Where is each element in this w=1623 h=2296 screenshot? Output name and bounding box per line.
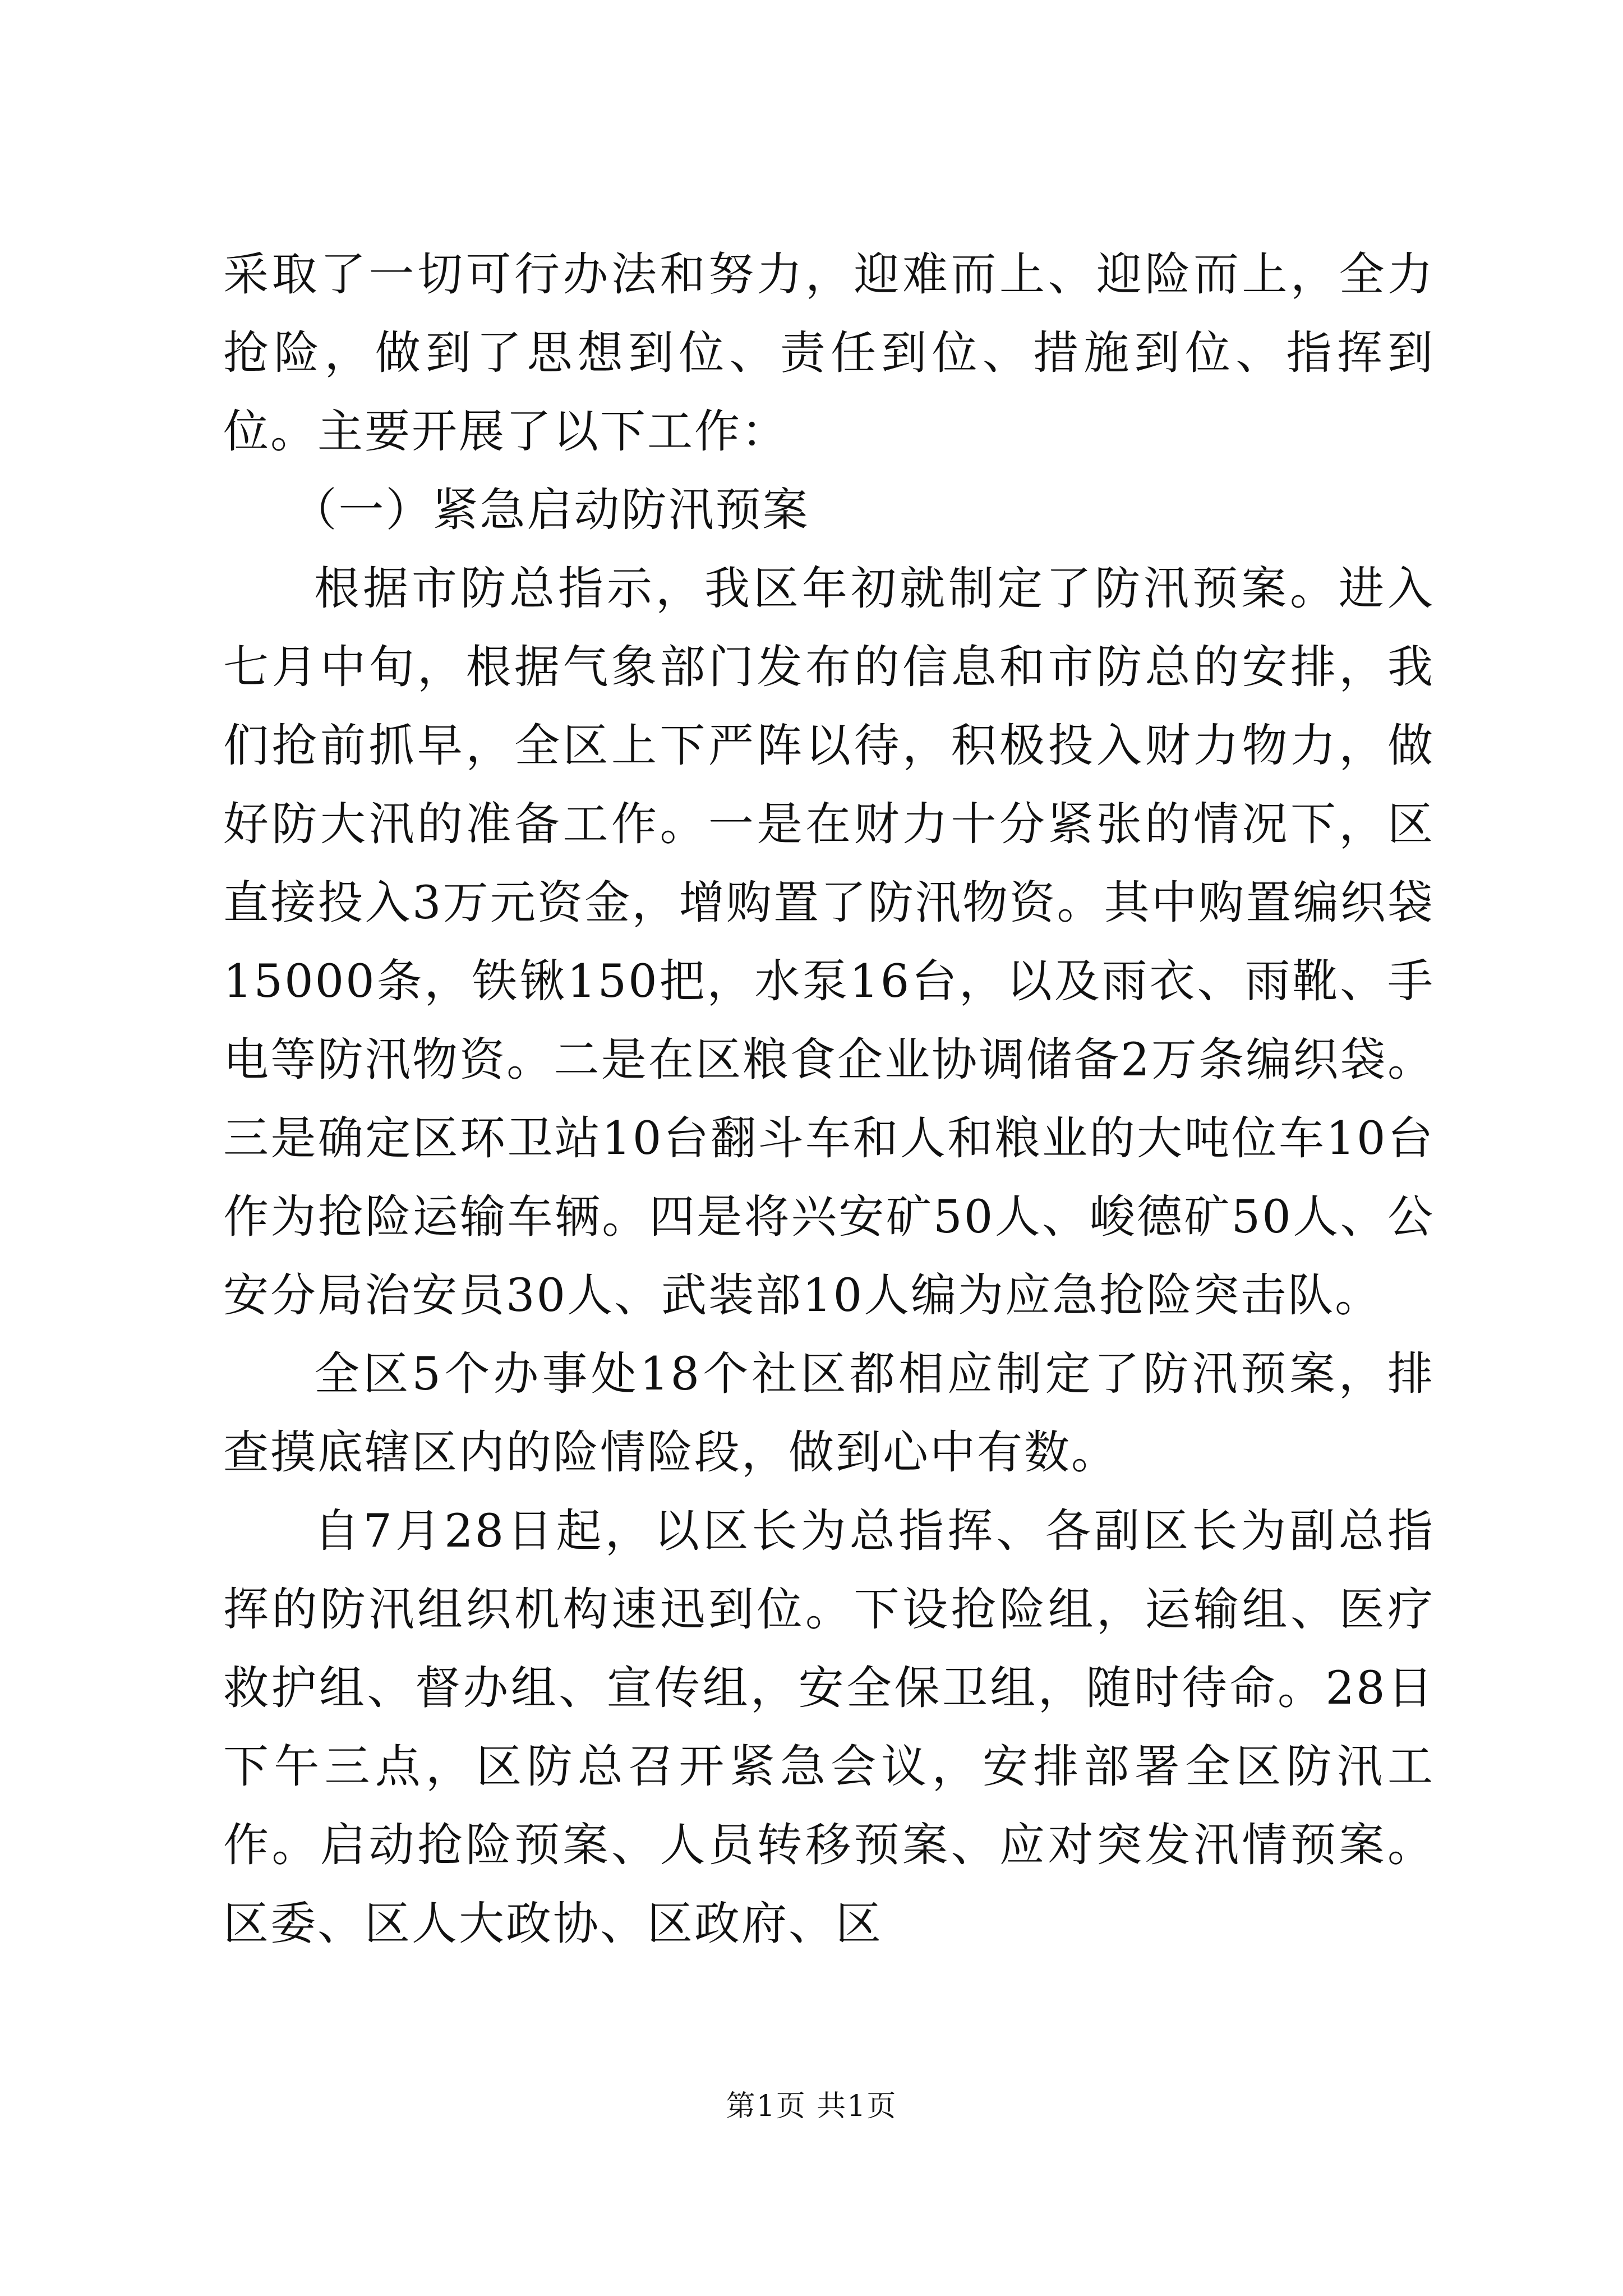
paragraph-preparation: 根据市防总指示，我区年初就制定了防汛预案。进入七月中旬，根据气象部门发布的信息和市防总的安排，我们抢前抓早，全区上下严阵以待，积极投入财力物力，做好防大汛的准备工作。一是在财力十分紧张的情况下，区直接投入3万元资金，增购置了防汛物资。其中购置编织袋15000条，铁锹150把，水泵16台，以及雨衣、雨靴、手电等防汛物资。二是在区粮食企业协调储备2万条编织袋。三是确定区环卫站10台翻斗车和人和粮业的大吨位车10台作为抢险运输车辆。四是将兴安矿50人、峻德矿50人、公安分局治安员30人、武装部10人编为应急抢险突击队。 xyxy=(223,563,1435,1322)
paragraph-command: 自7月28日起，以区长为总指挥、各副区长为副总指挥的防汛组织机构速迅到位。下设抢险组，运输组、医疗救护组、督办组、宣传组，安全保卫组，随时待命。28日下午三点，区防总召开紧急会议，安排部署全区防汛工作。启动抢险预案、人员转移预案、应对突发汛情预案。区委、区人大政协、区政府、区 xyxy=(223,1505,1435,1950)
paragraph-intro-continuation: 采取了一切可行办法和努力，迎难而上、迎险而上，全力抢险，做到了思想到位、责任到位、措施到位、指挥到位。主要开展了以下工作： xyxy=(223,249,1435,458)
page-footer: 第1页 共1页 xyxy=(726,2090,897,2123)
section-heading: （一）紧急启动防汛预案 xyxy=(291,484,810,537)
document-body xyxy=(223,236,1435,1963)
paragraph-communities: 全区5个办事处18个社区都相应制定了防汛预案，排查摸底辖区内的险情险段，做到心中有数。 xyxy=(223,1348,1435,1479)
